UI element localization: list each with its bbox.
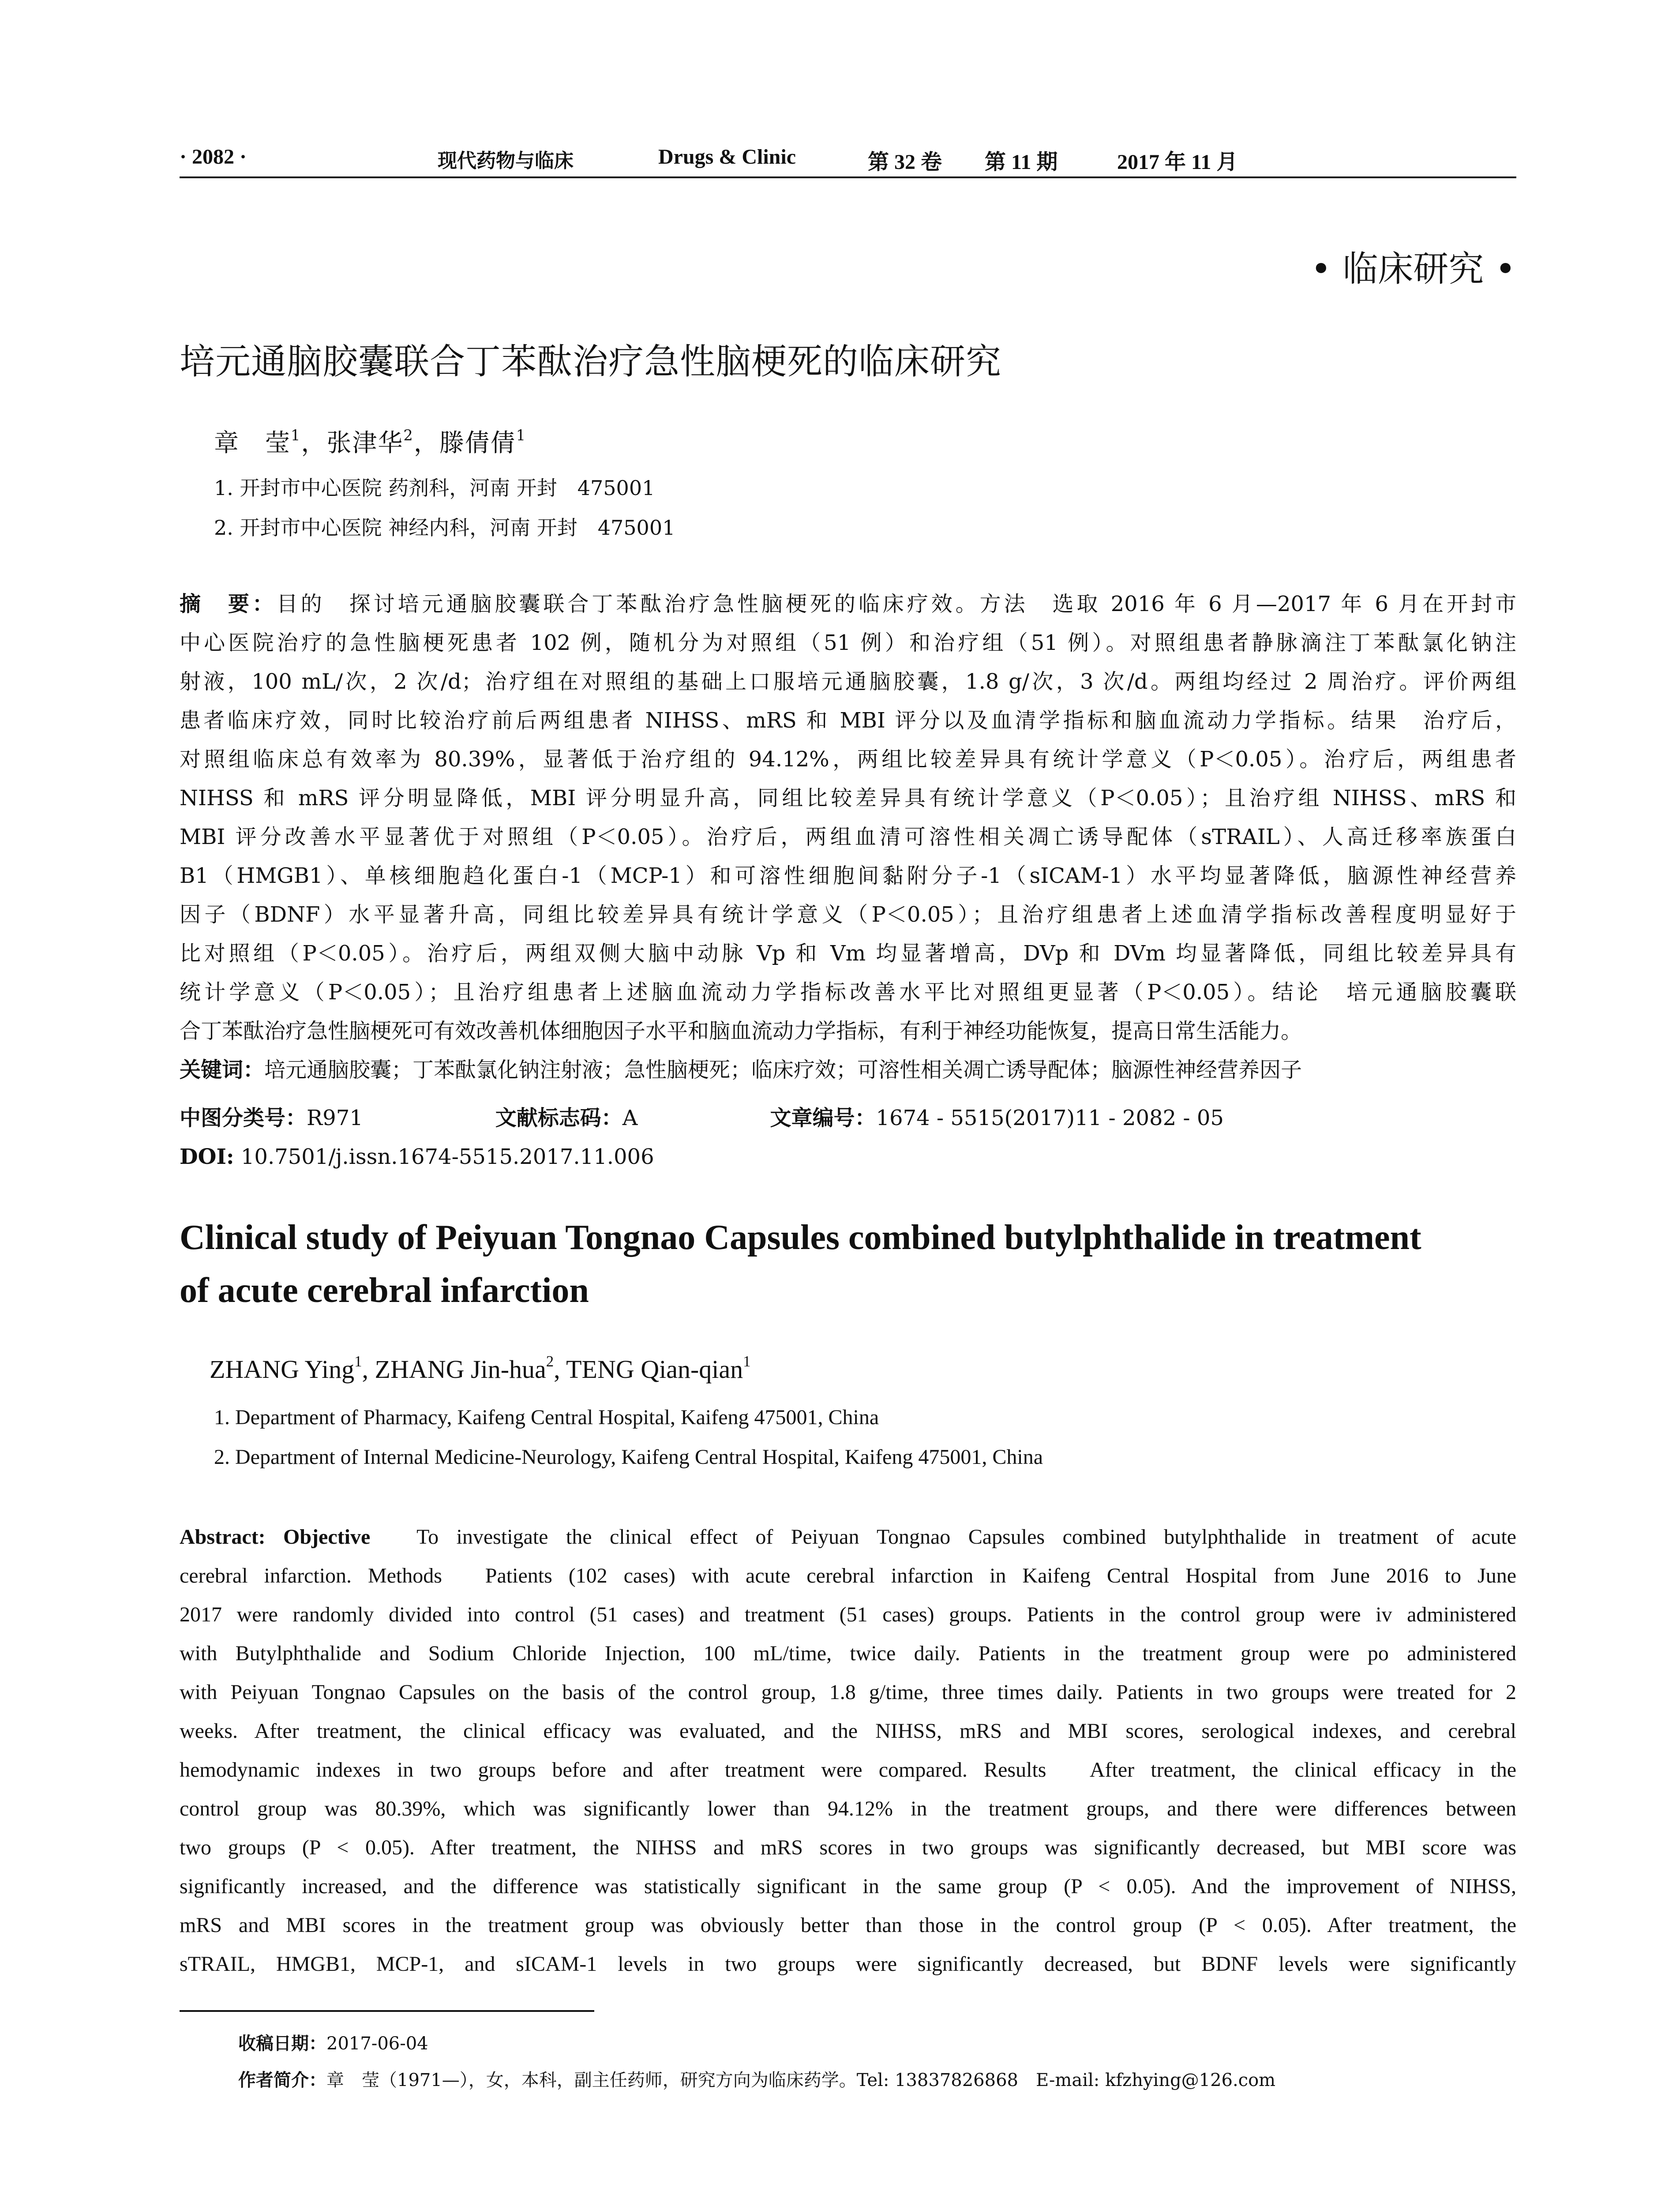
abstract-line: hemodynamic indexes in two groups before and after treatment were compared. Results After treatment, the clinical efficacy in the — [180, 1758, 1516, 1782]
keywords-text: 培元通脑胶囊；丁苯酞氯化钠注射液；急性脑梗死；临床疗效；可溶性相关凋亡诱导配体；脑源性神经营养因子 — [264, 1058, 1302, 1082]
affiliation-cn: 1. 开封市中心医院 药剂科，河南 开封 475001 — [214, 476, 655, 500]
author-bio-value: 章 莹（1971—），女，本科，副主任药师，研究方向为临床药学。Tel: 13837826868 E-mail: kfzhying@126.com — [326, 2070, 1276, 2090]
abstract-line: 因子（BDNF）水平显著升高，同组比较差异具有统计学意义（P＜0.05）；且治疗组患者上述血清学指标改善程度明显好于 — [180, 902, 1516, 927]
clc-label: 中图分类号： — [180, 1106, 307, 1130]
affiliation-en: 2. Department of Internal Medicine-Neurology, Kaifeng Central Hospital, Kaifeng 475001, China — [214, 1445, 1043, 1469]
abstract-line: 2017 were randomly divided into control (51 cases) and treatment (51 cases) groups. Patients in the control group were iv administered — [180, 1603, 1516, 1626]
abstract-line: two groups (P < 0.05). After treatment, the NIHSS and mRS scores in two groups was significantly decreased, but MBI score was — [180, 1836, 1516, 1859]
abstract-en — [180, 1518, 1516, 1984]
article-id-value: 1674 - 5515(2017)11 - 2082 - 05 — [876, 1106, 1224, 1130]
author-name: TENG Qian-qian — [566, 1355, 743, 1384]
page-number: · 2082 · — [180, 145, 247, 169]
article-id-label: 文章编号： — [770, 1106, 876, 1130]
abstract-line: 摘 要：目的 探讨培元通脑胶囊联合丁苯酞治疗急性脑梗死的临床疗效。方法 选取 2016 年 6 月—2017 年 6 月在开封市 — [180, 592, 1516, 616]
abstract-line: sTRAIL, HMGB1, MCP-1, and sICAM-1 levels in two groups were significantly decreased, but BDNF levels were significantly — [180, 1952, 1516, 1976]
author-name: 滕倩倩 — [439, 429, 516, 458]
abstract-line: significantly increased, and the difference was statistically significant in the same group (P < 0.05). And the improvement of NIHSS, — [180, 1875, 1516, 1898]
doi-label: DOI: — [180, 1144, 234, 1169]
abstract-line: with Butylphthalide and Sodium Chloride Injection, 100 mL/time, twice daily. Patients in the treatment group were po administered — [180, 1642, 1516, 1665]
issue: 第 11 期 — [985, 150, 1058, 174]
abstract-line: weeks. After treatment, the clinical efficacy was evaluated, and the NIHSS, mRS and MBI scores, serological indexes, and cerebral — [180, 1719, 1516, 1743]
author-affiliation-mark: 1 — [743, 1353, 751, 1370]
title-line: of acute cerebral infarction — [180, 1271, 589, 1310]
affiliation-cn: 2. 开封市中心医院 神经内科，河南 开封 475001 — [214, 516, 675, 540]
abstract-line: 射液，100 mL/次，2 次/d；治疗组在对照组的基础上口服培元通脑胶囊，1.8 g/次，3 次/d。两组均经过 2 周治疗。评价两组 — [180, 669, 1516, 694]
abstract-line: 合丁苯酞治疗急性脑梗死可有效改善机体细胞因子水平和脑血流动力学指标，有利于神经功能恢复，提高日常生活能力。 — [180, 1019, 1302, 1043]
abstract-line: MBI 评分改善水平显著优于对照组（P＜0.05）。治疗后，两组血清可溶性相关凋亡诱导配体（sTRAIL）、人高迁移率族蛋白 — [180, 825, 1516, 849]
author-affiliation-mark: 2 — [403, 427, 414, 444]
author-list-cn: 章 莹$^1$，张津华$^2$，滕倩倩$^1$ — [214, 427, 527, 458]
journal-name-en: Drugs & Clinic — [658, 145, 796, 169]
article-title-en — [180, 1211, 1516, 1317]
article-title-cn: 培元通脑胶囊联合丁苯酞治疗急性脑梗死的临床研究 — [180, 341, 1001, 382]
abstract-line: with Peiyuan Tongnao Capsules on the basis of the control group, 1.8 g/time, three times daily. Patients in two groups were treated for 2 — [180, 1681, 1516, 1704]
author-bio — [238, 2066, 1275, 2091]
author-name: ZHANG Jin-hua — [375, 1355, 546, 1384]
header-rule — [180, 176, 1516, 178]
received-date — [238, 2030, 428, 2055]
abstract-line: 统计学意义（P＜0.05）；且治疗组患者上述脑血流动力学指标改善水平比对照组更显著（P＜0.05）。结论 培元通脑胶囊联 — [180, 980, 1516, 1005]
author-affiliation-mark: 1 — [354, 1353, 362, 1370]
abstract-line: 中心医院治疗的急性脑梗死患者 102 例，随机分为对照组（51 例）和治疗组（51 例）。对照组患者静脉滴注丁苯酞氯化钠注 — [180, 630, 1516, 655]
abstract-label: 摘 要： — [180, 592, 277, 616]
abstract-line: B1（HMGB1）、单核细胞趋化蛋白-1（MCP-1）和可溶性细胞间黏附分子-1（sICAM-1）水平均显著降低，脑源性神经营养 — [180, 863, 1516, 888]
abstract-line: mRS and MBI scores in the treatment group was obviously better than those in the control group (P < 0.05). After treatment, the — [180, 1913, 1516, 1937]
clc-value: R971 — [307, 1106, 363, 1130]
doi-value: 10.7501/j.issn.1674-5515.2017.11.006 — [240, 1144, 654, 1169]
affiliation-en: 1. Department of Pharmacy, Kaifeng Central Hospital, Kaifeng 475001, China — [214, 1406, 879, 1429]
doc-code-value: A — [622, 1106, 638, 1130]
abstract-line: cerebral infarction. Methods Patients (102 cases) with acute cerebral infarction in Kaifeng Central Hospital from June 2016 to June — [180, 1564, 1516, 1587]
received-label: 收稿日期： — [238, 2033, 326, 2054]
abstract-line: Abstract: Objective To investigate the clinical effect of Peiyuan Tongnao Capsules combined butylphthalide in treatment of acute — [180, 1525, 1516, 1549]
abstract-line: control group was 80.39%, which was significantly lower than 94.12% in the treatment groups, and there were differences between — [180, 1797, 1516, 1820]
received-value: 2017-06-04 — [326, 2033, 428, 2054]
author-affiliation-mark: 2 — [546, 1353, 554, 1370]
journal-name-cn: 现代药物与临床 — [438, 150, 574, 172]
author-name: 章 莹 — [214, 429, 291, 458]
abstract-label: Abstract: Objective — [180, 1525, 371, 1549]
author-affiliation-mark: 1 — [516, 427, 527, 444]
classification-block — [180, 1099, 1516, 1176]
author-list-en: ZHANG Ying$^1$, ZHANG Jin-hua$^2$, TENG Qian-qian$^1$ — [210, 1353, 751, 1384]
abstract-line: NIHSS 和 mRS 评分明显降低，MBI 评分明显升高，同组比较差异具有统计学意义（P＜0.05）；且治疗组 NIHSS、mRS 和 — [180, 786, 1516, 810]
keywords-label: 关键词： — [180, 1058, 265, 1082]
author-name: ZHANG Ying — [210, 1355, 355, 1384]
author-bio-label: 作者简介： — [238, 2070, 326, 2090]
running-header — [180, 140, 1516, 176]
volume: 第 32 卷 — [868, 150, 942, 174]
abstract-line: 比对照组（P＜0.05）。治疗后，两组双侧大脑中动脉 Vp 和 Vm 均显著增高，DVp 和 DVm 均显著降低，同组比较差异具有 — [180, 941, 1516, 966]
issue-date: 2017 年 11 月 — [1117, 150, 1238, 174]
section-label: • 临床研究 • — [1310, 248, 1516, 289]
doc-code-label: 文献标志码： — [495, 1106, 622, 1130]
abstract-line: 患者临床疗效，同时比较治疗前后两组患者 NIHSS、mRS 和 MBI 评分以及血清学指标和脑血流动力学指标。结果 治疗后， — [180, 708, 1516, 733]
keywords-cn — [180, 1050, 1516, 1089]
author-affiliation-mark: 1 — [291, 427, 301, 444]
title-line: Clinical study of Peiyuan Tongnao Capsules combined butylphthalide in treatment — [180, 1218, 1421, 1257]
author-name: 张津华 — [326, 429, 404, 458]
footnote-rule — [180, 2010, 594, 2012]
abstract-cn — [180, 585, 1516, 1050]
abstract-line: 对照组临床总有效率为 80.39%，显著低于治疗组的 94.12%，两组比较差异具有统计学意义（P＜0.05）。治疗后，两组患者 — [180, 747, 1516, 772]
